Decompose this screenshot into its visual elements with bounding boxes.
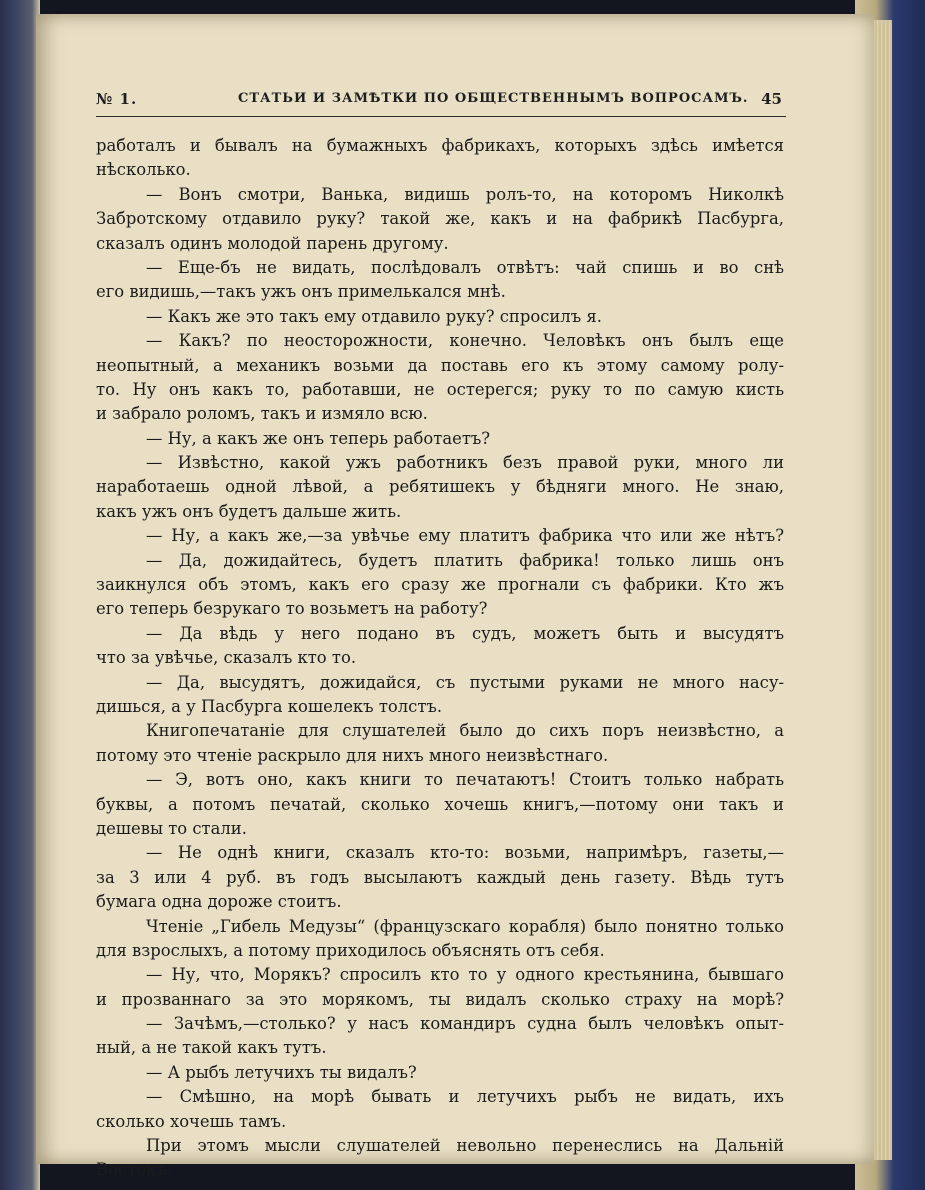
text-line: то. Ну онъ какъ то, работавши, не остерегся; руку то по самую кисть <box>96 379 784 399</box>
body-text <box>96 134 784 1183</box>
text-line: — Еще-бъ не видать, послѣдовалъ отвѣтъ: чай спишь и во снѣ <box>146 257 784 277</box>
text-line: бумага одна дороже стоитъ. <box>96 892 342 912</box>
text-line: и прозваннаго за это морякомъ, ты видалъ сколько страху на морѣ? <box>96 989 784 1009</box>
text-line: — Да, высудятъ, дожидайся, съ пустыми руками не много насу- <box>146 672 784 692</box>
text-line: работалъ и бывалъ на бумажныхъ фабрикахъ, которыхъ здѣсь имѣется <box>96 136 784 155</box>
text-line: Забротскому отдавило руку? такой же, какъ и на фабрикѣ Пасбурга, <box>96 209 784 229</box>
text-line: сказалъ одинъ молодой парень другому. <box>96 233 449 253</box>
text-line: — Какъ? по неосторожности, конечно. Человѣкъ онъ былъ еще <box>146 331 784 351</box>
text-line: — Зачѣмъ,—столько? у насъ командиръ судна былъ человѣкъ опыт- <box>146 1014 784 1034</box>
section-title: СТАТЬИ И ЗАМѢТКИ ПО ОБЩЕСТВЕННЫМЪ ВОПРОСАМЪ. <box>238 91 749 106</box>
text-line: и забрало роломъ, такъ и измяло всю. <box>96 404 428 424</box>
text-line: потому это чтеніе раскрыло для нихъ много неизвѣстнаго. <box>96 745 609 765</box>
text-line: за 3 или 4 руб. въ годъ высылаютъ каждый день газету. Вѣдь тутъ <box>96 867 784 887</box>
text-line: дешевы то стали. <box>96 818 247 838</box>
text-line: буквы, а потомъ печатай, сколько хочешь книгъ,—потому они такъ и <box>96 794 784 814</box>
text-line: дишься, а у Пасбурга кошелекъ толстъ. <box>96 696 443 716</box>
text-line: — А рыбъ летучихъ ты видалъ? <box>146 1062 417 1082</box>
text-line: — Да вѣдь у него подано въ судъ, можетъ быть и высудятъ <box>146 623 784 643</box>
text-line: — Извѣстно, какой ужъ работникъ безъ правой руки, много ли <box>146 453 784 473</box>
book-spine <box>0 0 40 1190</box>
text-line: для взрослыхъ, а потому приходилось объяснять отъ себя. <box>96 940 605 960</box>
text-line: его теперь безрукаго то возьметъ на работу? <box>96 599 488 619</box>
text-line: — Смѣшно, на морѣ бывать и летучихъ рыбъ не видать, ихъ <box>146 1087 784 1107</box>
text-line: ный, а не такой какъ тутъ. <box>96 1038 327 1058</box>
text-line: — Какъ же это такъ ему отдавило руку? спросилъ я. <box>146 306 602 326</box>
text-line: — Ну, а какъ же онъ теперь работаетъ? <box>146 428 491 448</box>
text-line: — Ну, что, Морякъ? спросилъ кто то у одного крестьянина, бывшаго <box>146 965 784 985</box>
text-line: — Вонъ смотри, Ванька, видишь ролъ-то, на которомъ Николкѣ <box>146 184 784 204</box>
text-line: неопытный, а механикъ возьми да поставь его къ этому самому ролу- <box>96 355 784 375</box>
text-line: — Ну, а какъ же,—за увѣчье ему платитъ фабрика что или же нѣтъ? <box>146 526 784 546</box>
text-line: Чтеніе „Гибель Медузы“ (французскаго корабля) было понятно только <box>146 916 784 936</box>
text-line: — Э, вотъ оно, какъ книги то печатаютъ! Стоитъ только набрать <box>146 770 784 790</box>
text-line: При этомъ мысли слушателей невольно перенеслись на Дальній <box>146 1136 784 1156</box>
text-line: наработаешь одной лѣвой, а ребятишекъ у бѣдняги много. Не знаю, <box>96 477 784 497</box>
text-line: нѣсколько. <box>96 160 191 180</box>
text-line: Книгопечатаніе для слушателей было до сихъ поръ неизвѣстно, а <box>146 721 784 741</box>
text-line: его видишь,—такъ ужъ онъ примелькался мнѣ. <box>96 282 506 302</box>
text-line: что за увѣчье, сказалъ кто то. <box>96 648 357 668</box>
running-header <box>96 90 786 117</box>
issue-number: № 1. <box>96 90 138 108</box>
page-number: 45 <box>761 90 782 108</box>
text-line: сколько хочешь тамъ. <box>96 1111 287 1131</box>
text-line: — Не однѣ книги, сказалъ кто-то: возьми, напримѣръ, газеты,— <box>146 843 784 863</box>
text-line: Востокъ. <box>96 1160 172 1180</box>
text-line: какъ ужъ онъ будетъ дальше жить. <box>96 501 402 521</box>
text-line: — Да, дожидайтесь, будетъ платить фабрика! только лишь онъ <box>146 550 784 570</box>
text-line: заикнулся объ этомъ, какъ его сразу же прогнали съ фабрики. Кто жъ <box>96 575 784 595</box>
